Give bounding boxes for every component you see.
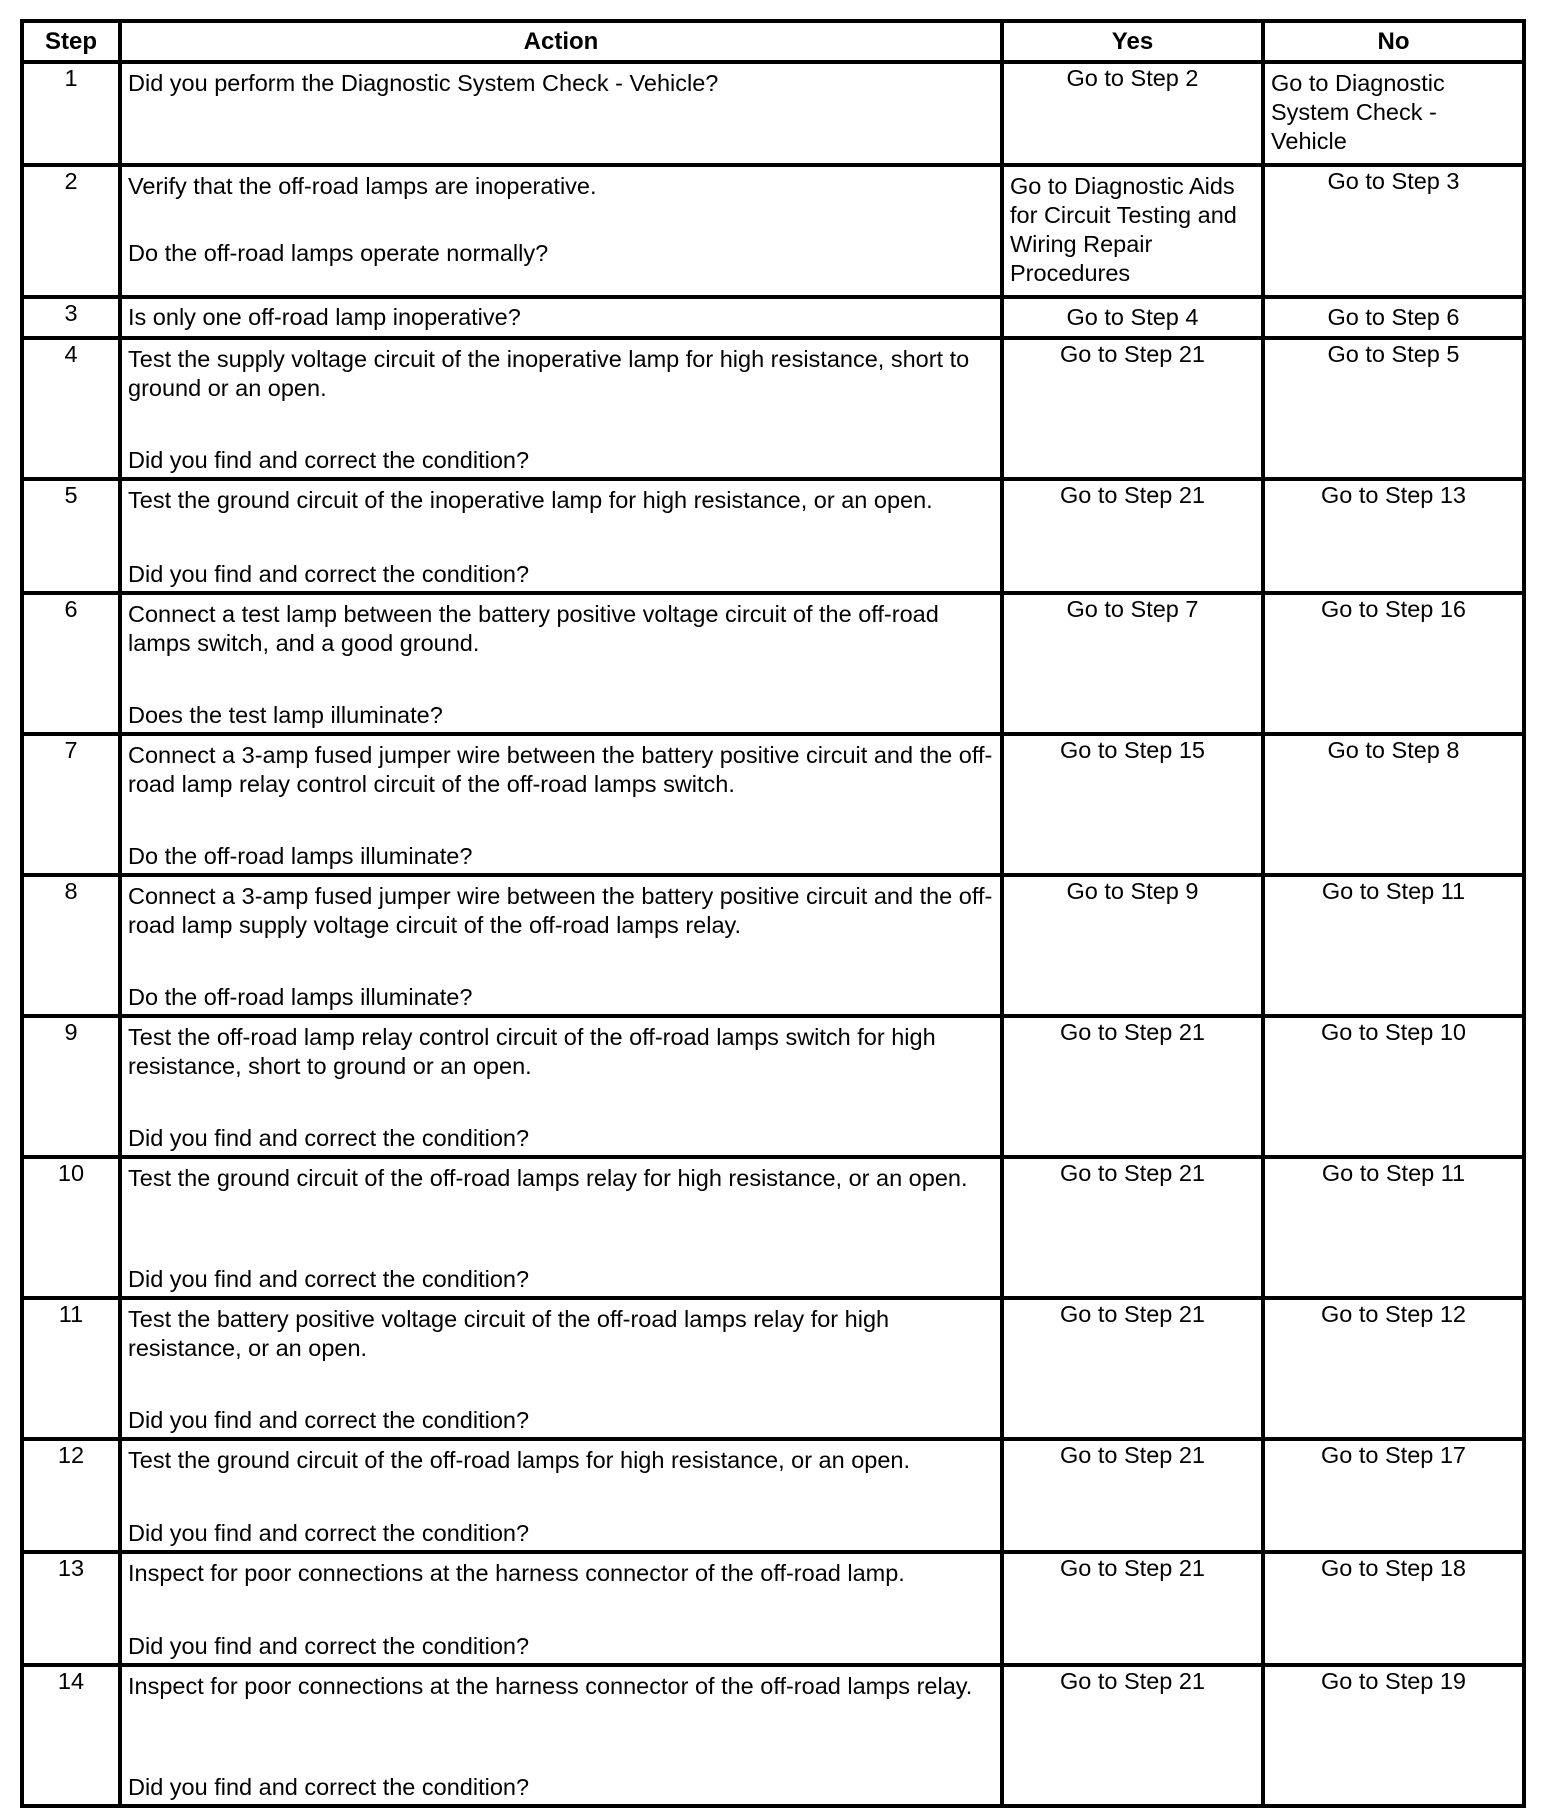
no-cell: Go to Step 18 [1263, 1552, 1524, 1665]
action-instruction: Connect a 3-amp fused jumper wire between the battery positive circuit and the off-road lamp supply voltage circuit of the off-road lamps relay. [128, 883, 993, 938]
step-number: 11 [22, 1298, 120, 1439]
action-instruction: Test the battery positive voltage circuit of the off-road lamps relay for high resistance, or an open. [128, 1306, 890, 1361]
step-number: 10 [22, 1157, 120, 1298]
step-number: 9 [22, 1016, 120, 1157]
table-row [22, 297, 1524, 338]
no-cell: Go to Step 13 [1263, 479, 1524, 593]
action-question: Did you find and correct the condition? [128, 1774, 530, 1800]
action-cell [120, 338, 1002, 479]
action-instruction: Test the supply voltage circuit of the inoperative lamp for high resistance, short to ground or an open. [128, 346, 970, 401]
table-row [22, 1157, 1524, 1298]
yes-cell: Go to Step 21 [1002, 1157, 1263, 1298]
no-cell: Go to Step 19 [1263, 1665, 1524, 1806]
action-cell [120, 479, 1002, 593]
table-row [22, 62, 1524, 165]
step-number: 13 [22, 1552, 120, 1665]
no-cell: Go to Step 10 [1263, 1016, 1524, 1157]
table-row [22, 1016, 1524, 1157]
step-number: 3 [22, 297, 120, 338]
yes-cell: Go to Step 21 [1002, 1439, 1263, 1552]
no-cell: Go to Step 6 [1263, 297, 1524, 338]
diagnostic-table [20, 19, 1526, 1808]
header-action: Action [120, 21, 1002, 62]
action-cell [120, 875, 1002, 1016]
action-instruction: Verify that the off-road lamps are inoperative. [128, 173, 597, 199]
no-cell: Go to Step 17 [1263, 1439, 1524, 1552]
no-cell: Go to Step 16 [1263, 593, 1524, 734]
table-row [22, 1665, 1524, 1806]
action-question: Did you find and correct the condition? [128, 1125, 530, 1151]
step-number: 4 [22, 338, 120, 479]
table-row [22, 734, 1524, 875]
action-question: Did you find and correct the condition? [128, 1633, 530, 1659]
yes-cell: Go to Step 21 [1002, 479, 1263, 593]
action-cell [120, 734, 1002, 875]
table-row [22, 165, 1524, 297]
action-instruction: Connect a 3-amp fused jumper wire between the battery positive circuit and the off-road lamp relay control circuit of the off-road lamps switch. [128, 742, 993, 797]
action-instruction: Connect a test lamp between the battery positive voltage circuit of the off-road lamps switch, and a good ground. [128, 601, 939, 656]
yes-cell: Go to Step 7 [1002, 593, 1263, 734]
table-row [22, 1298, 1524, 1439]
action-cell [120, 1552, 1002, 1665]
yes-cell: Go to Step 21 [1002, 1016, 1263, 1157]
step-number: 1 [22, 62, 120, 165]
action-cell [120, 297, 1002, 338]
table-row [22, 1552, 1524, 1665]
action-cell [120, 593, 1002, 734]
no-cell: Go to Step 8 [1263, 734, 1524, 875]
step-number: 2 [22, 165, 120, 297]
action-question: Did you find and correct the condition? [128, 447, 530, 473]
yes-cell: Go to Step 21 [1002, 338, 1263, 479]
step-number: 14 [22, 1665, 120, 1806]
action-instruction: Is only one off-road lamp inoperative? [128, 304, 521, 330]
action-question: Do the off-road lamps operate normally? [128, 240, 549, 266]
step-number: 5 [22, 479, 120, 593]
no-cell: Go to Step 11 [1263, 875, 1524, 1016]
yes-cell: Go to Step 21 [1002, 1552, 1263, 1665]
yes-cell: Go to Step 2 [1002, 62, 1263, 165]
action-question: Did you find and correct the condition? [128, 561, 530, 587]
action-question: Did you find and correct the condition? [128, 1407, 530, 1433]
action-question: Did you find and correct the condition? [128, 1520, 530, 1546]
action-instruction: Inspect for poor connections at the harness connector of the off-road lamps relay. [128, 1673, 973, 1699]
no-cell: Go to Step 12 [1263, 1298, 1524, 1439]
action-cell [120, 62, 1002, 165]
table-row [22, 338, 1524, 479]
action-cell [120, 1665, 1002, 1806]
table-row [22, 479, 1524, 593]
action-instruction: Inspect for poor connections at the harness connector of the off-road lamp. [128, 1560, 905, 1586]
table-row [22, 875, 1524, 1016]
action-cell [120, 1439, 1002, 1552]
action-instruction: Test the ground circuit of the off-road lamps for high resistance, or an open. [128, 1447, 911, 1473]
step-number: 12 [22, 1439, 120, 1552]
header-row [22, 21, 1524, 62]
header-yes: Yes [1002, 21, 1263, 62]
action-question: Do the off-road lamps illuminate? [128, 984, 473, 1010]
action-question: Do the off-road lamps illuminate? [128, 843, 473, 869]
yes-cell: Go to Step 21 [1002, 1665, 1263, 1806]
table-row [22, 593, 1524, 734]
step-number: 6 [22, 593, 120, 734]
action-instruction: Did you perform the Diagnostic System Check - Vehicle? [128, 70, 719, 96]
no-cell: Go to Diagnostic System Check - Vehicle [1263, 62, 1524, 165]
step-number: 8 [22, 875, 120, 1016]
action-cell [120, 1298, 1002, 1439]
no-cell: Go to Step 5 [1263, 338, 1524, 479]
header-no: No [1263, 21, 1524, 62]
yes-cell: Go to Diagnostic Aids for Circuit Testing and Wiring Repair Procedures [1002, 165, 1263, 297]
action-question: Did you find and correct the condition? [128, 1266, 530, 1292]
step-number: 7 [22, 734, 120, 875]
action-cell [120, 165, 1002, 297]
yes-cell: Go to Step 15 [1002, 734, 1263, 875]
header-step: Step [22, 21, 120, 62]
table-row [22, 1439, 1524, 1552]
no-cell: Go to Step 3 [1263, 165, 1524, 297]
action-question: Does the test lamp illuminate? [128, 702, 443, 728]
action-cell [120, 1016, 1002, 1157]
action-cell [120, 1157, 1002, 1298]
yes-cell: Go to Step 9 [1002, 875, 1263, 1016]
yes-cell: Go to Step 21 [1002, 1298, 1263, 1439]
action-instruction: Test the ground circuit of the inoperative lamp for high resistance, or an open. [128, 487, 933, 513]
yes-cell: Go to Step 4 [1002, 297, 1263, 338]
action-instruction: Test the off-road lamp relay control circuit of the off-road lamps switch for high resistance, short to ground or an open. [128, 1024, 936, 1079]
no-cell: Go to Step 11 [1263, 1157, 1524, 1298]
action-instruction: Test the ground circuit of the off-road lamps relay for high resistance, or an open. [128, 1165, 968, 1191]
